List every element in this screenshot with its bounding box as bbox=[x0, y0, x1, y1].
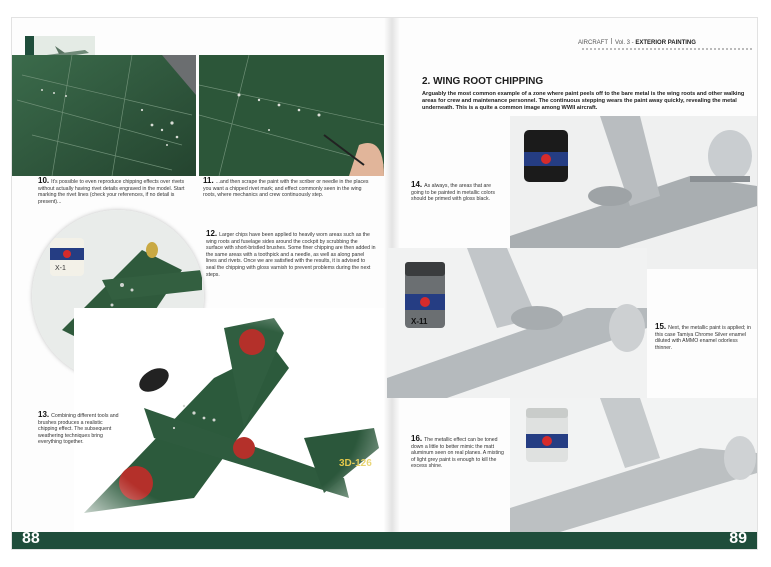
jar-label-x11: X-11 bbox=[411, 317, 428, 326]
caption-10: 10. It's possible to even reproduce chipping effects over rivets without actually having rivet details engraved in the model. Start marking the rivet lines (check your references, if no detail is present)... bbox=[38, 176, 185, 205]
section-intro: Arguably the most common example of a zone where paint peels off to the bare metal is the wing roots and other walking areas for crew and maintenance personnel. The continuous stepping wears the paint away quickly, revealing the metal underneath. This is a quite a common image among WWII aircraft. bbox=[422, 91, 745, 112]
caption-14: 14. As always, the areas that are going to be painted in metallic colors should be primed with gloss black. bbox=[411, 180, 495, 203]
jar-label-x1: X-1 bbox=[55, 265, 66, 272]
section-title: 2. WING ROOT CHIPPING bbox=[422, 76, 544, 87]
caption-11: 11. ...and then scrape the paint with the scriber or needle in the places you want a chipped rivet mark; and effect commonly seen in the wing roots, where mechanics and crew continuously step. bbox=[203, 176, 369, 199]
photo-rivet-lines bbox=[12, 55, 196, 176]
photo-finished-zero bbox=[74, 308, 384, 532]
caption-12: 12. Larger chips have been applied to heavily worn areas such as the wing roots and fuselage sides around the cockpit by scrubbing the surface with short-bristled brushes. Some finer chipping are then added in the same areas with a toothpick and a needle, as well as along panel lines and rivets. Once we are satisfied with the results, it is advised to seal the chipping with gloss varnish to prevent problems during the next steps. bbox=[206, 229, 376, 278]
page-number-left: 88 bbox=[22, 530, 40, 547]
caption-13: 13. Combining different tools and brushes produces a realistic chipping effect. The subsequent weathering techniques bring everything together. bbox=[38, 410, 119, 446]
magazine-spread bbox=[12, 18, 757, 549]
header-rule bbox=[582, 48, 754, 50]
photo-scribing-rivets bbox=[199, 55, 384, 176]
running-header: AIRCRAFT Vol. 3 - EXTERIOR PAINTING bbox=[578, 40, 696, 46]
footer-bar bbox=[12, 532, 757, 549]
caption-16: 16. The metallic effect can be toned down a little to better mimic the matt aluminum seen on real planes. A misting of light grey paint is enough to kill the excess shine. bbox=[411, 434, 504, 470]
caption-15: 15. Next, the metallic paint is applied; in this case Tamiya Chrome Silver enamel diluted with AMMO enamel odorless thinner. bbox=[655, 322, 751, 351]
photo-grey-misting bbox=[510, 398, 757, 532]
page-number-right: 89 bbox=[729, 530, 747, 547]
photo-chrome-silver bbox=[387, 248, 647, 398]
photo-gloss-black-primer bbox=[510, 116, 757, 269]
